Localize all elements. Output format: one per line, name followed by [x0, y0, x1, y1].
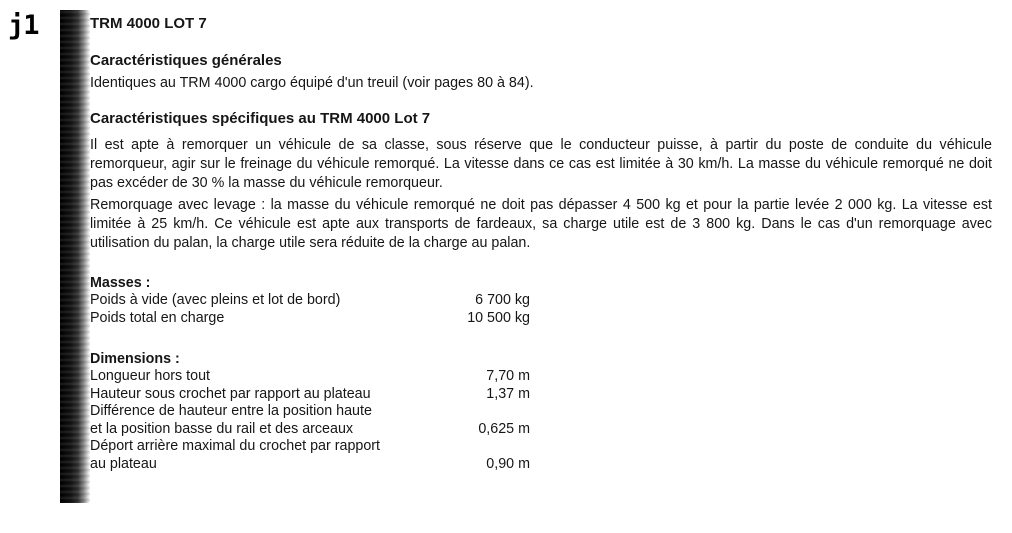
- masses-row-value: 6 700 kg: [475, 292, 530, 308]
- dimensions-row-label: au plateau: [90, 455, 157, 472]
- specific-paragraph-2: Remorquage avec levage : la masse du véhicule remorqué ne doit pas dépasser 4 500 kg et pour la partie levée 2 000 kg. La vitesse est limitée à 25 km/h. Ce véhicule est apte aux transports de fardeaux, sa charge utile est de 3 800 kg. Dans le cas d'un remorquage avec utilisation du palan, la charge utile sera réduite de la charge au palan.: [90, 197, 992, 251]
- dimensions-row-label: Longueur hors tout: [90, 368, 211, 384]
- page-tag: j1: [8, 10, 39, 41]
- dimensions-row-label: Différence de hauteur entre la position haute: [90, 403, 372, 419]
- specific-paragraph-1: Il est apte à remorquer un véhicule de sa classe, sous réserve que le conducteur puisse, à partir du poste de conduite du véhicule remorqueur, agir sur le freinage du véhicule remorqué. La vitesse dans ce cas est limitée à 30 km/h. La masse du véhicule remorqué ne doit pas excéder de 30 % la masse du véhicule remorqueur.: [90, 137, 992, 191]
- dimensions-row: [90, 403, 530, 421]
- masses-row: [90, 292, 530, 310]
- dimensions-row-value: 0,90 m: [486, 455, 530, 472]
- masses-row-label: Poids à vide (avec pleins et lot de bord): [90, 292, 341, 308]
- dimensions-row: [90, 386, 530, 404]
- dimensions-table: [90, 368, 530, 473]
- specific-heading: Caractéristiques spécifiques au TRM 4000 Lot 7: [90, 110, 431, 127]
- general-heading: Caractéristiques générales: [90, 52, 282, 69]
- general-text: Identiques au TRM 4000 cargo équipé d'un treuil (voir pages 80 à 84).: [90, 75, 534, 91]
- dimensions-row: [90, 438, 530, 456]
- masses-row-value: 10 500 kg: [467, 309, 530, 326]
- document-title: TRM 4000 LOT 7: [90, 15, 207, 32]
- dimensions-row-value: [463, 403, 530, 421]
- dimensions-label: Dimensions :: [90, 351, 180, 367]
- dimensions-row-value: 0,625 m: [478, 420, 530, 437]
- dimensions-row-value: 7,70 m: [486, 368, 530, 384]
- masses-row-label: Poids total en charge: [90, 309, 225, 326]
- dimensions-row: [90, 368, 530, 386]
- masses-table: [90, 292, 530, 327]
- dimensions-row-label: Hauteur sous crochet par rapport au plateau: [90, 385, 371, 402]
- dimensions-row: [90, 456, 530, 474]
- dimensions-row-value: 1,37 m: [486, 385, 530, 402]
- dimensions-row-label: et la position basse du rail et des arceaux: [90, 420, 354, 437]
- dimensions-row-value: [463, 438, 530, 456]
- dimensions-row-label: Déport arrière maximal du crochet par rapport: [90, 438, 381, 454]
- binding-edge-shadow: [60, 10, 90, 503]
- masses-row: [90, 310, 530, 328]
- masses-label: Masses :: [90, 275, 151, 291]
- dimensions-row: [90, 421, 530, 439]
